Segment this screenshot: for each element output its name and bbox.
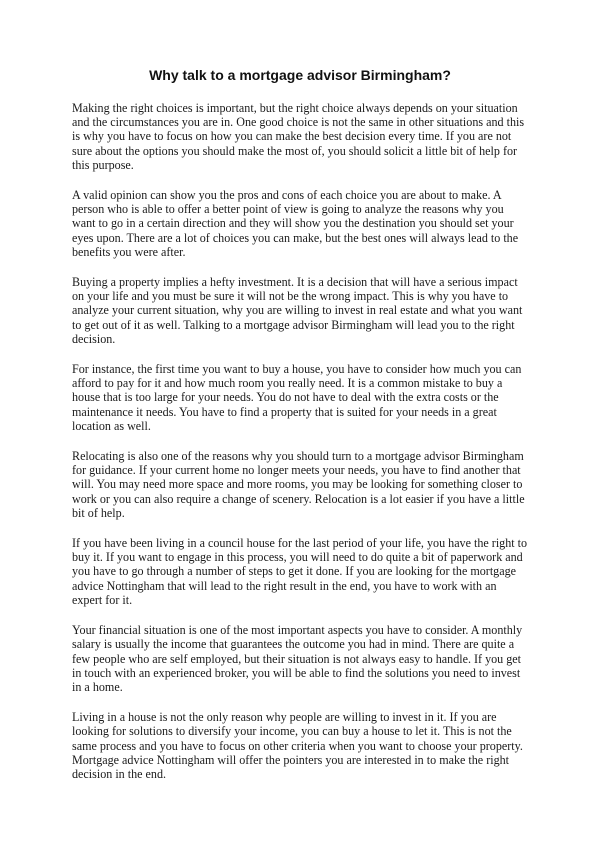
paragraph-7: Your financial situation is one of the most important aspects you have to consider. A monthly salary is usually the income that guarantees the outcome you had in mind. There are quite a few people who are self employed, but their situation is not always easy to handle. If you get in touch with an experienced broker, you will be able to find the solutions you need to invest in a home.: [72, 623, 523, 694]
paragraph-8: Living in a house is not the only reason why people are willing to invest in it. If you are looking for solutions to diversify your income, you can buy a house to let it. This is not the same process and you have to focus on other criteria when you want to choose your property. Mortgage advice Nottingham will offer the pointers you are interested in to make the right decision in the end.: [72, 710, 523, 781]
paragraph-3: Buying a property implies a hefty investment. It is a decision that will have a serious impact on your life and you must be sure it will not be the wrong impact. This is why you have to analyze your current situation, why you are willing to invest in real estate and what you want to get out of it as well. Talking to a mortgage advisor Birmingham will lead you to the right decision.: [72, 275, 523, 346]
paragraph-5: Relocating is also one of the reasons why you should turn to a mortgage advisor Birmingham for guidance. If your current home no longer meets your needs, you have to find another that will. You may need more space and more rooms, you may be looking for something closer to work or you can also require a change of scenery. Relocation is a lot easier if you have a little bit of help.: [72, 449, 525, 520]
paragraph-4: For instance, the first time you want to buy a house, you have to consider how much you can afford to pay for it and how much room you really need. It is a common mistake to buy a house that is too large for your needs. You do not have to deal with the extra costs or the maintenance it needs. You have to find a property that is suited for your needs in a great location as well.: [72, 362, 522, 433]
document-title: Why talk to a mortgage advisor Birmingham?: [149, 67, 451, 83]
paragraph-2: A valid opinion can show you the pros and cons of each choice you are about to make. A person who is able to offer a better point of view is going to analyze the reasons why you want to go in a certain direction and they will show you the destination you should set your eyes upon. There are a lot of choices you can make, but the best ones will always lead to the benefits you were after.: [72, 188, 519, 259]
paragraph-1: Making the right choices is important, but the right choice always depends on your situation and the circumstances you are in. One good choice is not the same in other situations and this is why you have to focus on how you can make the best decision every time. If you are not sure about the options you should make the most of, you should solicit a little bit of help for this purpose.: [72, 101, 525, 172]
paragraph-6: If you have been living in a council house for the last period of your life, you have the right to buy it. If you want to engage in this process, you will need to do quite a bit of paperwork and you have to go through a number of steps to get it done. If you are looking for the mortgage advice Nottingham that will lead to the right result in the end, you have to work with an expert for it.: [72, 536, 528, 607]
document-body: [72, 101, 528, 781]
